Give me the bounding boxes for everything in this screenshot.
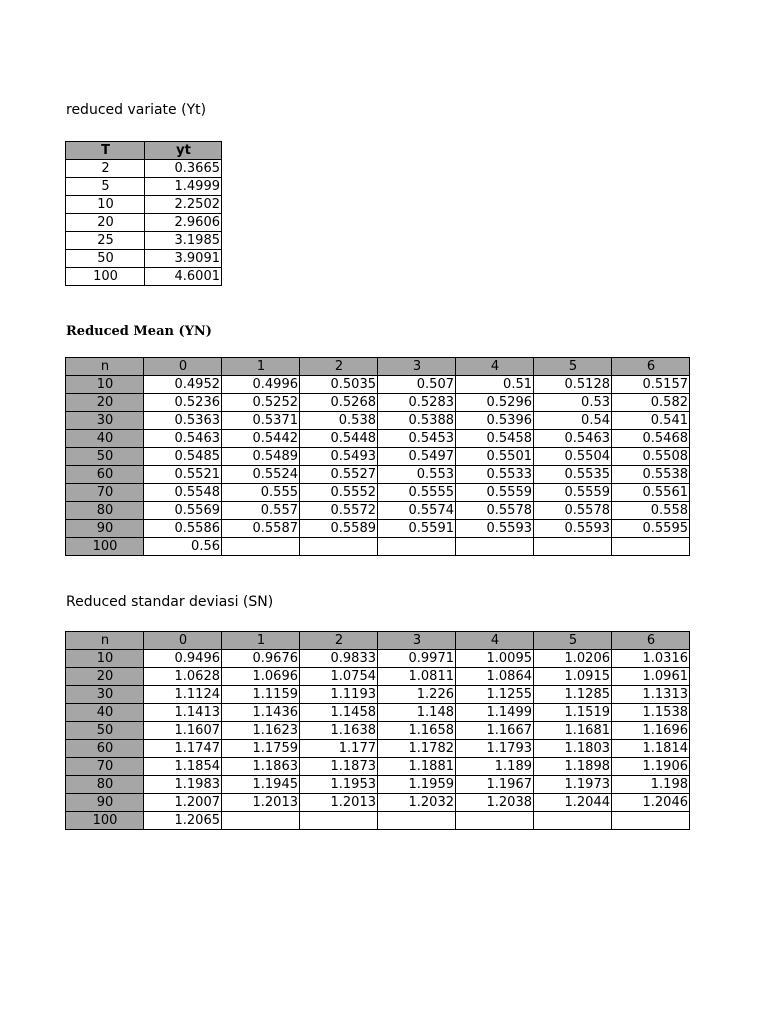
row-header-cell: 80 [66,776,144,794]
value-cell: 0.5497 [378,448,456,466]
table-header-row [66,632,690,650]
value-cell: 0.5527 [300,466,378,484]
value-cell: 1.1538 [612,704,690,722]
value-cell: 1.1967 [456,776,534,794]
value-cell: 1.2046 [612,794,690,812]
value-cell: 1.1413 [144,704,222,722]
value-cell [222,812,300,830]
value-cell: 0.5593 [534,520,612,538]
value-cell: 1.2065 [144,812,222,830]
value-cell: 1.0628 [144,668,222,686]
value-cell: 0.5521 [144,466,222,484]
value-cell: 0.5371 [222,412,300,430]
value-cell: 0.3665 [145,160,222,178]
value-cell [456,538,534,556]
value-cell: 0.5128 [534,376,612,394]
value-cell: 1.2044 [534,794,612,812]
row-header-cell: 25 [66,232,145,250]
value-cell: 1.2013 [222,794,300,812]
value-cell: 0.5468 [612,430,690,448]
value-cell: 0.5396 [456,412,534,430]
value-cell: 0.5561 [612,484,690,502]
value-cell: 1.1313 [612,686,690,704]
column-header: 2 [300,358,378,376]
table-row [66,686,690,704]
value-cell: 1.226 [378,686,456,704]
value-cell: 1.1658 [378,722,456,740]
value-cell: 1.1945 [222,776,300,794]
row-header-cell: 5 [66,178,145,196]
reduced-std-dev-table [65,631,690,830]
value-cell: 0.5538 [612,466,690,484]
row-header-cell: 60 [66,740,144,758]
value-cell: 0.5363 [144,412,222,430]
value-cell: 1.1667 [456,722,534,740]
column-header: yt [145,142,222,160]
row-header-cell: 70 [66,484,144,502]
table-row [66,250,222,268]
value-cell: 0.5448 [300,430,378,448]
row-header-cell: 40 [66,704,144,722]
value-cell: 1.4999 [145,178,222,196]
table-row [66,794,690,812]
value-cell: 0.5572 [300,502,378,520]
value-cell: 0.5589 [300,520,378,538]
table-row [66,502,690,520]
value-cell: 0.5559 [456,484,534,502]
value-cell: 0.9676 [222,650,300,668]
row-header-cell: 100 [66,268,145,286]
value-cell: 0.541 [612,412,690,430]
column-header: n [66,358,144,376]
column-header: 1 [222,358,300,376]
value-cell: 1.1814 [612,740,690,758]
table-row [66,484,690,502]
row-header-cell: 50 [66,250,145,268]
column-header: 0 [144,358,222,376]
value-cell: 1.1782 [378,740,456,758]
column-header: 5 [534,632,612,650]
table-row [66,448,690,466]
row-header-cell: 70 [66,758,144,776]
reduced-std-dev-title: Reduced standar deviasi (SN) [66,594,274,610]
value-cell: 1.1124 [144,686,222,704]
value-cell [534,538,612,556]
value-cell: 0.5574 [378,502,456,520]
value-cell: 0.5493 [300,448,378,466]
value-cell: 1.2032 [378,794,456,812]
table-row [66,268,222,286]
table-row [66,758,690,776]
value-cell: 0.5586 [144,520,222,538]
table-row [66,704,690,722]
value-cell: 0.553 [378,466,456,484]
table-row [66,812,690,830]
value-cell: 1.1285 [534,686,612,704]
value-cell: 1.1854 [144,758,222,776]
value-cell: 0.53 [534,394,612,412]
value-cell: 1.1193 [300,686,378,704]
table-row [66,520,690,538]
column-header: 3 [378,358,456,376]
value-cell: 4.6001 [145,268,222,286]
value-cell: 1.1873 [300,758,378,776]
value-cell: 0.5489 [222,448,300,466]
table-row [66,160,222,178]
table-row [66,538,690,556]
value-cell: 0.5035 [300,376,378,394]
table-row [66,196,222,214]
row-header-cell: 30 [66,412,144,430]
value-cell: 0.5501 [456,448,534,466]
column-header: 1 [222,632,300,650]
value-cell: 1.2038 [456,794,534,812]
value-cell: 1.0206 [534,650,612,668]
value-cell: 0.5388 [378,412,456,430]
value-cell: 1.189 [456,758,534,776]
value-cell: 1.2007 [144,794,222,812]
value-cell [456,812,534,830]
value-cell: 0.5485 [144,448,222,466]
table-row [66,722,690,740]
value-cell: 0.5463 [534,430,612,448]
value-cell: 0.5587 [222,520,300,538]
column-header: 6 [612,358,690,376]
value-cell: 2.2502 [145,196,222,214]
value-cell: 0.5533 [456,466,534,484]
table-row [66,376,690,394]
value-cell: 0.5578 [456,502,534,520]
reduced-variate-title: reduced variate (Yt) [66,102,207,118]
row-header-cell: 100 [66,812,144,830]
value-cell [378,538,456,556]
value-cell: 1.1623 [222,722,300,740]
value-cell: 0.5268 [300,394,378,412]
column-header: 2 [300,632,378,650]
value-cell: 1.1803 [534,740,612,758]
value-cell: 1.1863 [222,758,300,776]
value-cell: 0.5442 [222,430,300,448]
table-row [66,232,222,250]
table-row [66,776,690,794]
value-cell: 1.1953 [300,776,378,794]
row-header-cell: 30 [66,686,144,704]
value-cell: 1.1793 [456,740,534,758]
value-cell: 0.5508 [612,448,690,466]
value-cell [612,812,690,830]
value-cell: 1.2013 [300,794,378,812]
value-cell: 0.5555 [378,484,456,502]
column-header: T [66,142,145,160]
value-cell: 0.5548 [144,484,222,502]
column-header: 0 [144,632,222,650]
table-row [66,466,690,484]
value-cell: 1.0864 [456,668,534,686]
value-cell: 0.5453 [378,430,456,448]
value-cell: 1.148 [378,704,456,722]
row-header-cell: 50 [66,448,144,466]
value-cell: 0.538 [300,412,378,430]
value-cell: 0.54 [534,412,612,430]
value-cell: 2.9606 [145,214,222,232]
value-cell: 0.5593 [456,520,534,538]
value-cell: 1.1906 [612,758,690,776]
row-header-cell: 10 [66,196,145,214]
row-header-cell: 90 [66,520,144,538]
column-header: 4 [456,632,534,650]
value-cell [300,812,378,830]
row-header-cell: 50 [66,722,144,740]
row-header-cell: 2 [66,160,145,178]
table-row [66,668,690,686]
value-cell: 0.9496 [144,650,222,668]
value-cell: 1.0961 [612,668,690,686]
value-cell: 0.5157 [612,376,690,394]
column-header: 4 [456,358,534,376]
value-cell: 1.1681 [534,722,612,740]
value-cell: 1.1499 [456,704,534,722]
value-cell: 1.1898 [534,758,612,776]
column-header: 5 [534,358,612,376]
value-cell: 1.1159 [222,686,300,704]
value-cell: 0.4996 [222,376,300,394]
value-cell: 1.1255 [456,686,534,704]
value-cell: 0.4952 [144,376,222,394]
value-cell: 1.1747 [144,740,222,758]
value-cell: 0.5578 [534,502,612,520]
table-row [66,412,690,430]
reduced-mean-title: Reduced Mean (YN) [66,324,212,339]
value-cell [378,812,456,830]
value-cell: 0.557 [222,502,300,520]
value-cell: 1.0095 [456,650,534,668]
column-header: 6 [612,632,690,650]
table-row [66,394,690,412]
row-header-cell: 80 [66,502,144,520]
reduced-variate-table [65,141,222,286]
value-cell: 0.5283 [378,394,456,412]
value-cell: 1.1458 [300,704,378,722]
value-cell: 0.5252 [222,394,300,412]
table-header-row [66,142,222,160]
row-header-cell: 40 [66,430,144,448]
row-header-cell: 60 [66,466,144,484]
table-row [66,430,690,448]
value-cell: 0.5504 [534,448,612,466]
value-cell: 0.9971 [378,650,456,668]
value-cell: 0.5296 [456,394,534,412]
value-cell: 0.555 [222,484,300,502]
table-row [66,214,222,232]
value-cell: 1.1881 [378,758,456,776]
table-header-row [66,358,690,376]
value-cell: 0.558 [612,502,690,520]
value-cell [612,538,690,556]
value-cell [534,812,612,830]
value-cell: 1.1436 [222,704,300,722]
value-cell: 1.0811 [378,668,456,686]
row-header-cell: 100 [66,538,144,556]
value-cell: 0.5595 [612,520,690,538]
value-cell: 1.0316 [612,650,690,668]
value-cell: 1.1959 [378,776,456,794]
row-header-cell: 90 [66,794,144,812]
value-cell: 1.198 [612,776,690,794]
value-cell: 0.582 [612,394,690,412]
value-cell: 0.5458 [456,430,534,448]
row-header-cell: 20 [66,394,144,412]
value-cell: 1.0754 [300,668,378,686]
value-cell: 1.0696 [222,668,300,686]
value-cell: 0.5552 [300,484,378,502]
row-header-cell: 20 [66,668,144,686]
table-row [66,650,690,668]
value-cell: 3.9091 [145,250,222,268]
column-header: n [66,632,144,650]
value-cell: 0.5236 [144,394,222,412]
value-cell: 1.0915 [534,668,612,686]
value-cell: 3.1985 [145,232,222,250]
value-cell: 1.177 [300,740,378,758]
value-cell: 0.5569 [144,502,222,520]
row-header-cell: 10 [66,376,144,394]
row-header-cell: 10 [66,650,144,668]
value-cell: 1.1696 [612,722,690,740]
value-cell: 0.5535 [534,466,612,484]
value-cell: 1.1973 [534,776,612,794]
table-row [66,178,222,196]
value-cell: 0.5591 [378,520,456,538]
reduced-mean-table [65,357,690,556]
value-cell: 1.1759 [222,740,300,758]
value-cell: 1.1607 [144,722,222,740]
value-cell: 0.9833 [300,650,378,668]
value-cell: 0.507 [378,376,456,394]
value-cell [300,538,378,556]
value-cell: 0.56 [144,538,222,556]
value-cell [222,538,300,556]
value-cell: 0.5524 [222,466,300,484]
column-header: 3 [378,632,456,650]
value-cell: 0.5463 [144,430,222,448]
row-header-cell: 20 [66,214,145,232]
value-cell: 1.1638 [300,722,378,740]
value-cell: 1.1983 [144,776,222,794]
value-cell: 1.1519 [534,704,612,722]
table-row [66,740,690,758]
value-cell: 0.51 [456,376,534,394]
value-cell: 0.5559 [534,484,612,502]
